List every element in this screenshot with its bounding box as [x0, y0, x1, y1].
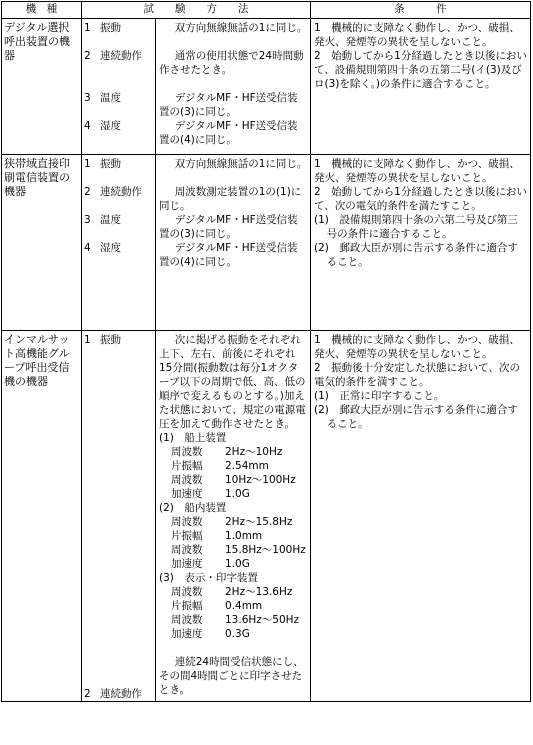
conditions-cell — [311, 155, 531, 331]
method-text: 連続24時間受信状態にし、その間4時間ごとに印字させたとき。 — [159, 656, 304, 696]
test-item — [84, 687, 153, 701]
test-item — [84, 157, 153, 171]
method-text: デジタルMF・HF送受信装置の(3)に同じ。 — [159, 214, 298, 240]
method-text: デジタルMF・HF送受信装置の(4)に同じ。 — [159, 242, 298, 268]
test-method-cell — [156, 19, 311, 155]
item-number: 1 — [84, 158, 91, 170]
header-conditions: 条 件 — [311, 2, 531, 19]
condition-text: 2 始動してから1分経過したとき以後において、設備規則第四十条の五第二号(イ(3)及びロ(3)を除く。)の条件に適合すること。 — [314, 50, 527, 90]
spec-row — [159, 487, 308, 501]
spec-row — [159, 543, 308, 557]
test-item — [84, 119, 153, 133]
item-name: 連続動作 — [100, 688, 142, 700]
item-number: 4 — [84, 242, 91, 254]
item-name: 湿度 — [100, 242, 121, 254]
method-text: 双方向無線無話の1に同じ。 — [174, 158, 308, 170]
spec-value: 10Hz～100Hz — [225, 474, 296, 486]
item-name: 連続動作 — [100, 50, 142, 62]
spec-key: 加速度 — [171, 558, 203, 570]
spec-key: 周波数 — [171, 516, 203, 528]
spec-key: 片振幅 — [171, 460, 203, 472]
spec-key: 周波数 — [171, 586, 203, 598]
spec-value: 13.6Hz～50Hz — [225, 614, 300, 626]
conditions-cell — [311, 331, 531, 702]
spec-value: 0.3G — [225, 628, 250, 640]
item-number: 2 — [84, 688, 91, 700]
header-machine: 機 種 — [2, 2, 82, 19]
item-name: 振動 — [100, 158, 121, 170]
item-name: 湿度 — [100, 120, 121, 132]
item-name: 振動 — [100, 334, 121, 346]
test-item — [84, 185, 153, 199]
spec-key: 加速度 — [171, 488, 203, 500]
spec-row — [159, 557, 308, 571]
item-number: 2 — [84, 186, 91, 198]
table-row — [2, 19, 531, 155]
condition-text: 1 機械的に支障なく動作し、かつ、破損、発火、発煙等の異状を呈しないこと。 — [314, 158, 520, 184]
spec-row — [159, 585, 308, 599]
vibration-groups — [159, 431, 308, 641]
spec-key: 加速度 — [171, 628, 203, 640]
spec-value: 0.4mm — [225, 600, 263, 612]
method-text: デジタルMF・HF送受信装置の(3)に同じ。 — [159, 92, 298, 118]
item-name: 温度 — [100, 214, 121, 226]
test-method-cell — [156, 155, 311, 331]
test-item — [84, 213, 153, 227]
item-number: 4 — [84, 120, 91, 132]
item-number: 1 — [84, 334, 91, 346]
method-text: 双方向無線無話の1に同じ。 — [174, 22, 308, 34]
item-number: 3 — [84, 214, 91, 226]
test-item — [84, 21, 153, 35]
item-number: 3 — [84, 92, 91, 104]
spec-value: 1.0G — [225, 488, 250, 500]
test-item — [84, 333, 153, 347]
table-row — [2, 155, 531, 331]
spec-row — [159, 613, 308, 627]
test-item — [84, 91, 153, 105]
spec-value: 2Hz～15.8Hz — [225, 516, 293, 528]
test-item-cell — [82, 19, 156, 155]
item-number: 1 — [84, 22, 91, 34]
spec-value: 2Hz～13.6Hz — [225, 586, 293, 598]
condition-text: (1) 設備規則第四十条の六第二号及び第三号の条件に適合すること。 — [314, 214, 518, 240]
spec-value: 1.0mm — [225, 530, 263, 542]
header-row — [2, 2, 531, 19]
spec-value: 2.54mm — [225, 460, 269, 472]
spec-key: 周波数 — [171, 614, 203, 626]
spec-value: 15.8Hz～100Hz — [225, 544, 306, 556]
test-item-cell — [82, 155, 156, 331]
spec-row — [159, 473, 308, 487]
group-title: (3) 表示・印字装置 — [159, 572, 258, 584]
method-text: 次に掲げる振動をそれぞれ上下、左右、前後にそれぞれ15分間(振動数は毎分1オクターブ以下の周期で低、高、低の順序で変えるものとする。)加えた状態において、規定の電源電圧を加えて動作させたとき。 — [159, 334, 306, 430]
spec-row — [159, 599, 308, 613]
test-item — [84, 241, 153, 255]
method-text: デジタルMF・HF送受信装置の(4)に同じ。 — [159, 120, 298, 146]
spec-value: 1.0G — [225, 558, 250, 570]
item-name: 温度 — [100, 92, 121, 104]
spec-row — [159, 459, 308, 473]
test-method-cell — [156, 331, 311, 702]
spec-key: 周波数 — [171, 446, 203, 458]
spec-key: 片振幅 — [171, 600, 203, 612]
conditions-cell — [311, 19, 531, 155]
machine-cell: デジタル選択呼出装置の機器 — [2, 19, 82, 155]
machine-cell: インマルサット高機能グループ呼出受信機の機器 — [2, 331, 82, 702]
condition-text: 1 機械的に支障なく動作し、かつ、破損、発火、発煙等の異状を呈しないこと。 — [314, 334, 520, 360]
spec-row — [159, 445, 308, 459]
group-title: (2) 船内装置 — [159, 502, 227, 514]
condition-text: 2 振動後十分安定した状態において、次の電気的条件を満すこと。 — [314, 362, 520, 388]
item-name: 振動 — [100, 22, 121, 34]
method-text: 通常の使用状態で24時間動作させたとき。 — [159, 50, 304, 76]
table-row — [2, 331, 531, 702]
spec-key: 周波数 — [171, 544, 203, 556]
test-conditions-table — [1, 1, 531, 702]
condition-text: (2) 郵政大臣が別に告示する条件に適合すること。 — [314, 404, 518, 430]
spec-row — [159, 515, 308, 529]
item-name: 連続動作 — [100, 186, 142, 198]
spec-key: 周波数 — [171, 474, 203, 486]
condition-text: 1 機械的に支障なく動作し、かつ、破損、発火、発煙等の異状を呈しないこと。 — [314, 22, 520, 48]
group-title: (1) 船上装置 — [159, 432, 227, 444]
test-item-cell — [82, 331, 156, 702]
spec-key: 片振幅 — [171, 530, 203, 542]
spec-row — [159, 529, 308, 543]
condition-text: 2 始動してから1分経過したとき以後において、次の電気的条件を満たすこと。 — [314, 186, 527, 212]
condition-text: (1) 正常に印字すること。 — [314, 390, 445, 402]
item-number: 2 — [84, 50, 91, 62]
header-test-method: 試 験 方 法 — [82, 2, 311, 19]
machine-cell: 狭帯域直接印刷電信装置の機器 — [2, 155, 82, 331]
condition-text: (2) 郵政大臣が別に告示する条件に適合すること。 — [314, 242, 518, 268]
spec-row — [159, 627, 308, 641]
test-item — [84, 49, 153, 63]
method-text: 周波数測定装置の1の(1)に同じ。 — [159, 186, 302, 212]
spec-value: 2Hz～10Hz — [225, 446, 283, 458]
